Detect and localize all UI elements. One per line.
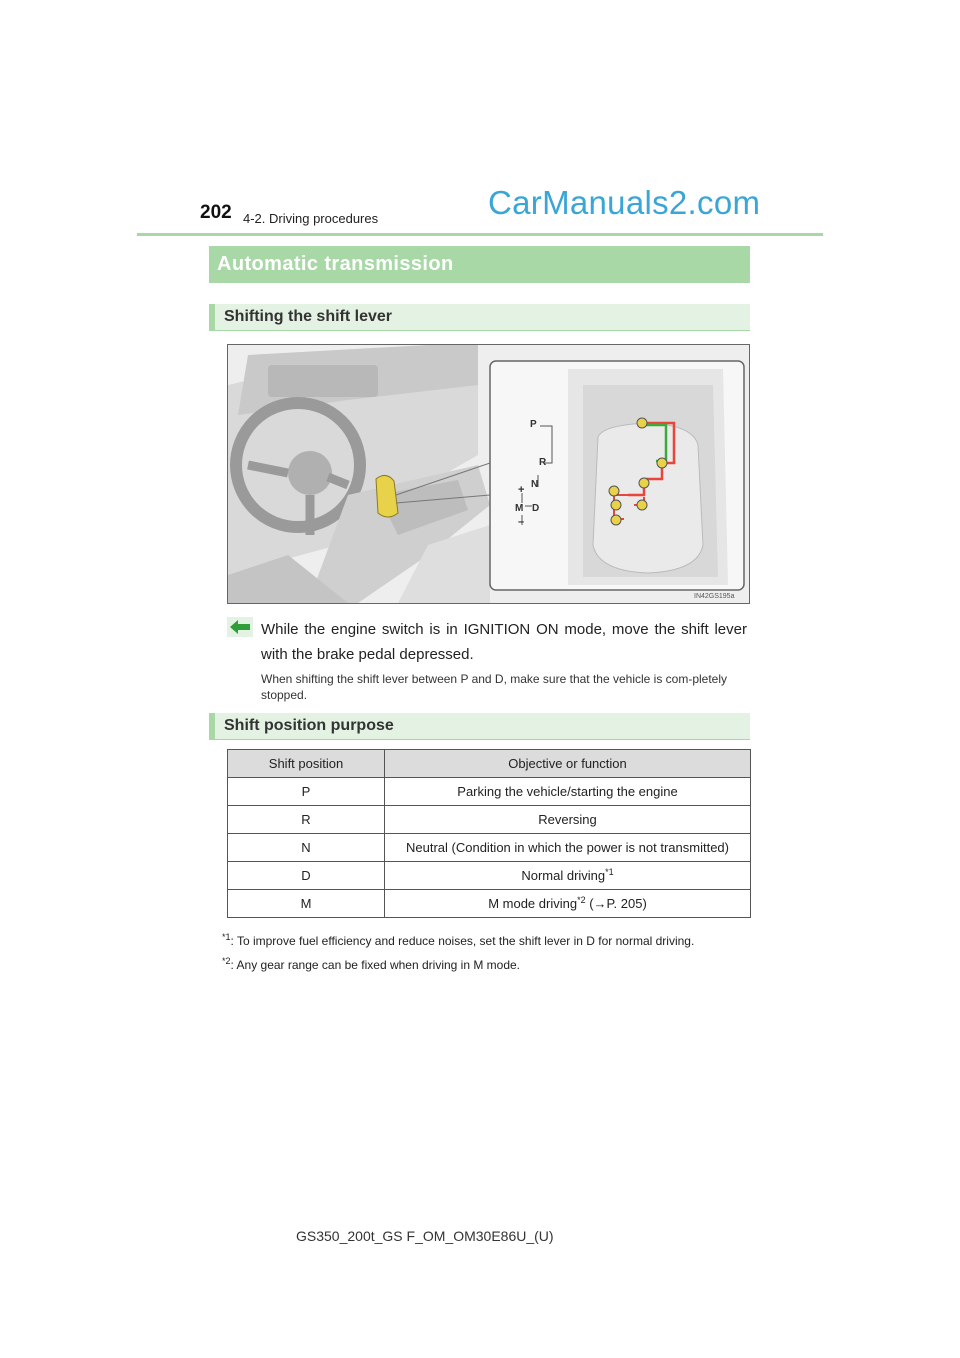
table-header-row <box>228 750 751 778</box>
page-reference: (→P. 205) <box>585 896 647 911</box>
gate-position-m <box>611 500 621 510</box>
footnote-mark: *2 <box>222 956 231 966</box>
function-text: M mode driving <box>488 896 578 911</box>
arrow-marker <box>227 617 253 637</box>
figure-code: IN42GS195a <box>694 593 735 600</box>
footnote-mark: *1 <box>222 932 231 942</box>
table-row <box>228 862 751 890</box>
cell-position: P <box>228 778 385 806</box>
document-code-footer: GS350_200t_GS F_OM_OM30E86U_(U) <box>296 1228 554 1244</box>
footnote-ref: *2 <box>577 895 586 905</box>
subheading-shifting-label: Shifting the shift lever <box>224 308 393 325</box>
cell-function: Reversing <box>385 806 751 834</box>
cell-function <box>385 890 751 918</box>
table-row <box>228 806 751 834</box>
cell-position: D <box>228 862 385 890</box>
page-title: Automatic transmission <box>217 253 454 275</box>
page-title-bar <box>209 246 750 283</box>
shift-lever-figure <box>227 344 750 604</box>
cell-position: N <box>228 834 385 862</box>
cell-function: Parking the vehicle/starting the engine <box>385 778 751 806</box>
gate-label-plus: + <box>518 484 525 496</box>
watermark-logo: CarManuals2.com <box>488 184 761 221</box>
gate-position-p <box>637 418 647 428</box>
shift-position-table <box>227 749 751 918</box>
gate-position-d <box>637 500 647 510</box>
gate-position-plus <box>609 486 619 496</box>
function-text: Normal driving <box>521 868 606 883</box>
note-text: When shifting the shift lever between P and D, make sure that the vehicle is com-pletely stopped. <box>261 672 728 702</box>
gate-label-n: N <box>531 479 539 490</box>
subheading-shifting <box>209 304 750 331</box>
subheading-purpose <box>209 713 750 740</box>
left-arrow-icon <box>227 617 253 637</box>
footnote-2 <box>222 958 752 972</box>
subheading-purpose-label: Shift position purpose <box>224 717 394 734</box>
table-row <box>228 834 751 862</box>
footnote-text: : Any gear range can be fixed when driving in M mode. <box>230 958 521 972</box>
gate-label-r: R <box>539 457 547 468</box>
gate-label-p: P <box>530 419 537 430</box>
cell-function <box>385 862 751 890</box>
table-header-position: Shift position <box>228 750 385 778</box>
table-header-function: Objective or function <box>385 750 751 778</box>
cockpit-illustration <box>228 345 749 603</box>
table-row <box>228 778 751 806</box>
table-row <box>228 890 751 918</box>
gate-label-minus: – <box>518 516 525 528</box>
header-rule <box>137 233 823 236</box>
footnote-1 <box>222 934 752 948</box>
footnote-text: : To improve fuel efficiency and reduce noises, set the shift lever in D for normal driving. <box>230 934 695 948</box>
cell-function: Neutral (Condition in which the power is not transmitted) <box>385 834 751 862</box>
footnote-ref: *1 <box>605 867 614 877</box>
gate-position-r <box>657 458 667 468</box>
gate-label-d: D <box>532 503 540 514</box>
page-number: 202 <box>200 202 232 223</box>
gate-position-minus <box>611 515 621 525</box>
instruction-text: While the engine switch is in IGNITION ON mode, move the shift lever with the brake pedal depressed. <box>261 621 747 663</box>
gate-position-n <box>639 478 649 488</box>
cell-position: R <box>228 806 385 834</box>
cell-position: M <box>228 890 385 918</box>
gate-label-m: M <box>515 503 524 514</box>
section-breadcrumb: 4-2. Driving procedures <box>243 211 379 226</box>
